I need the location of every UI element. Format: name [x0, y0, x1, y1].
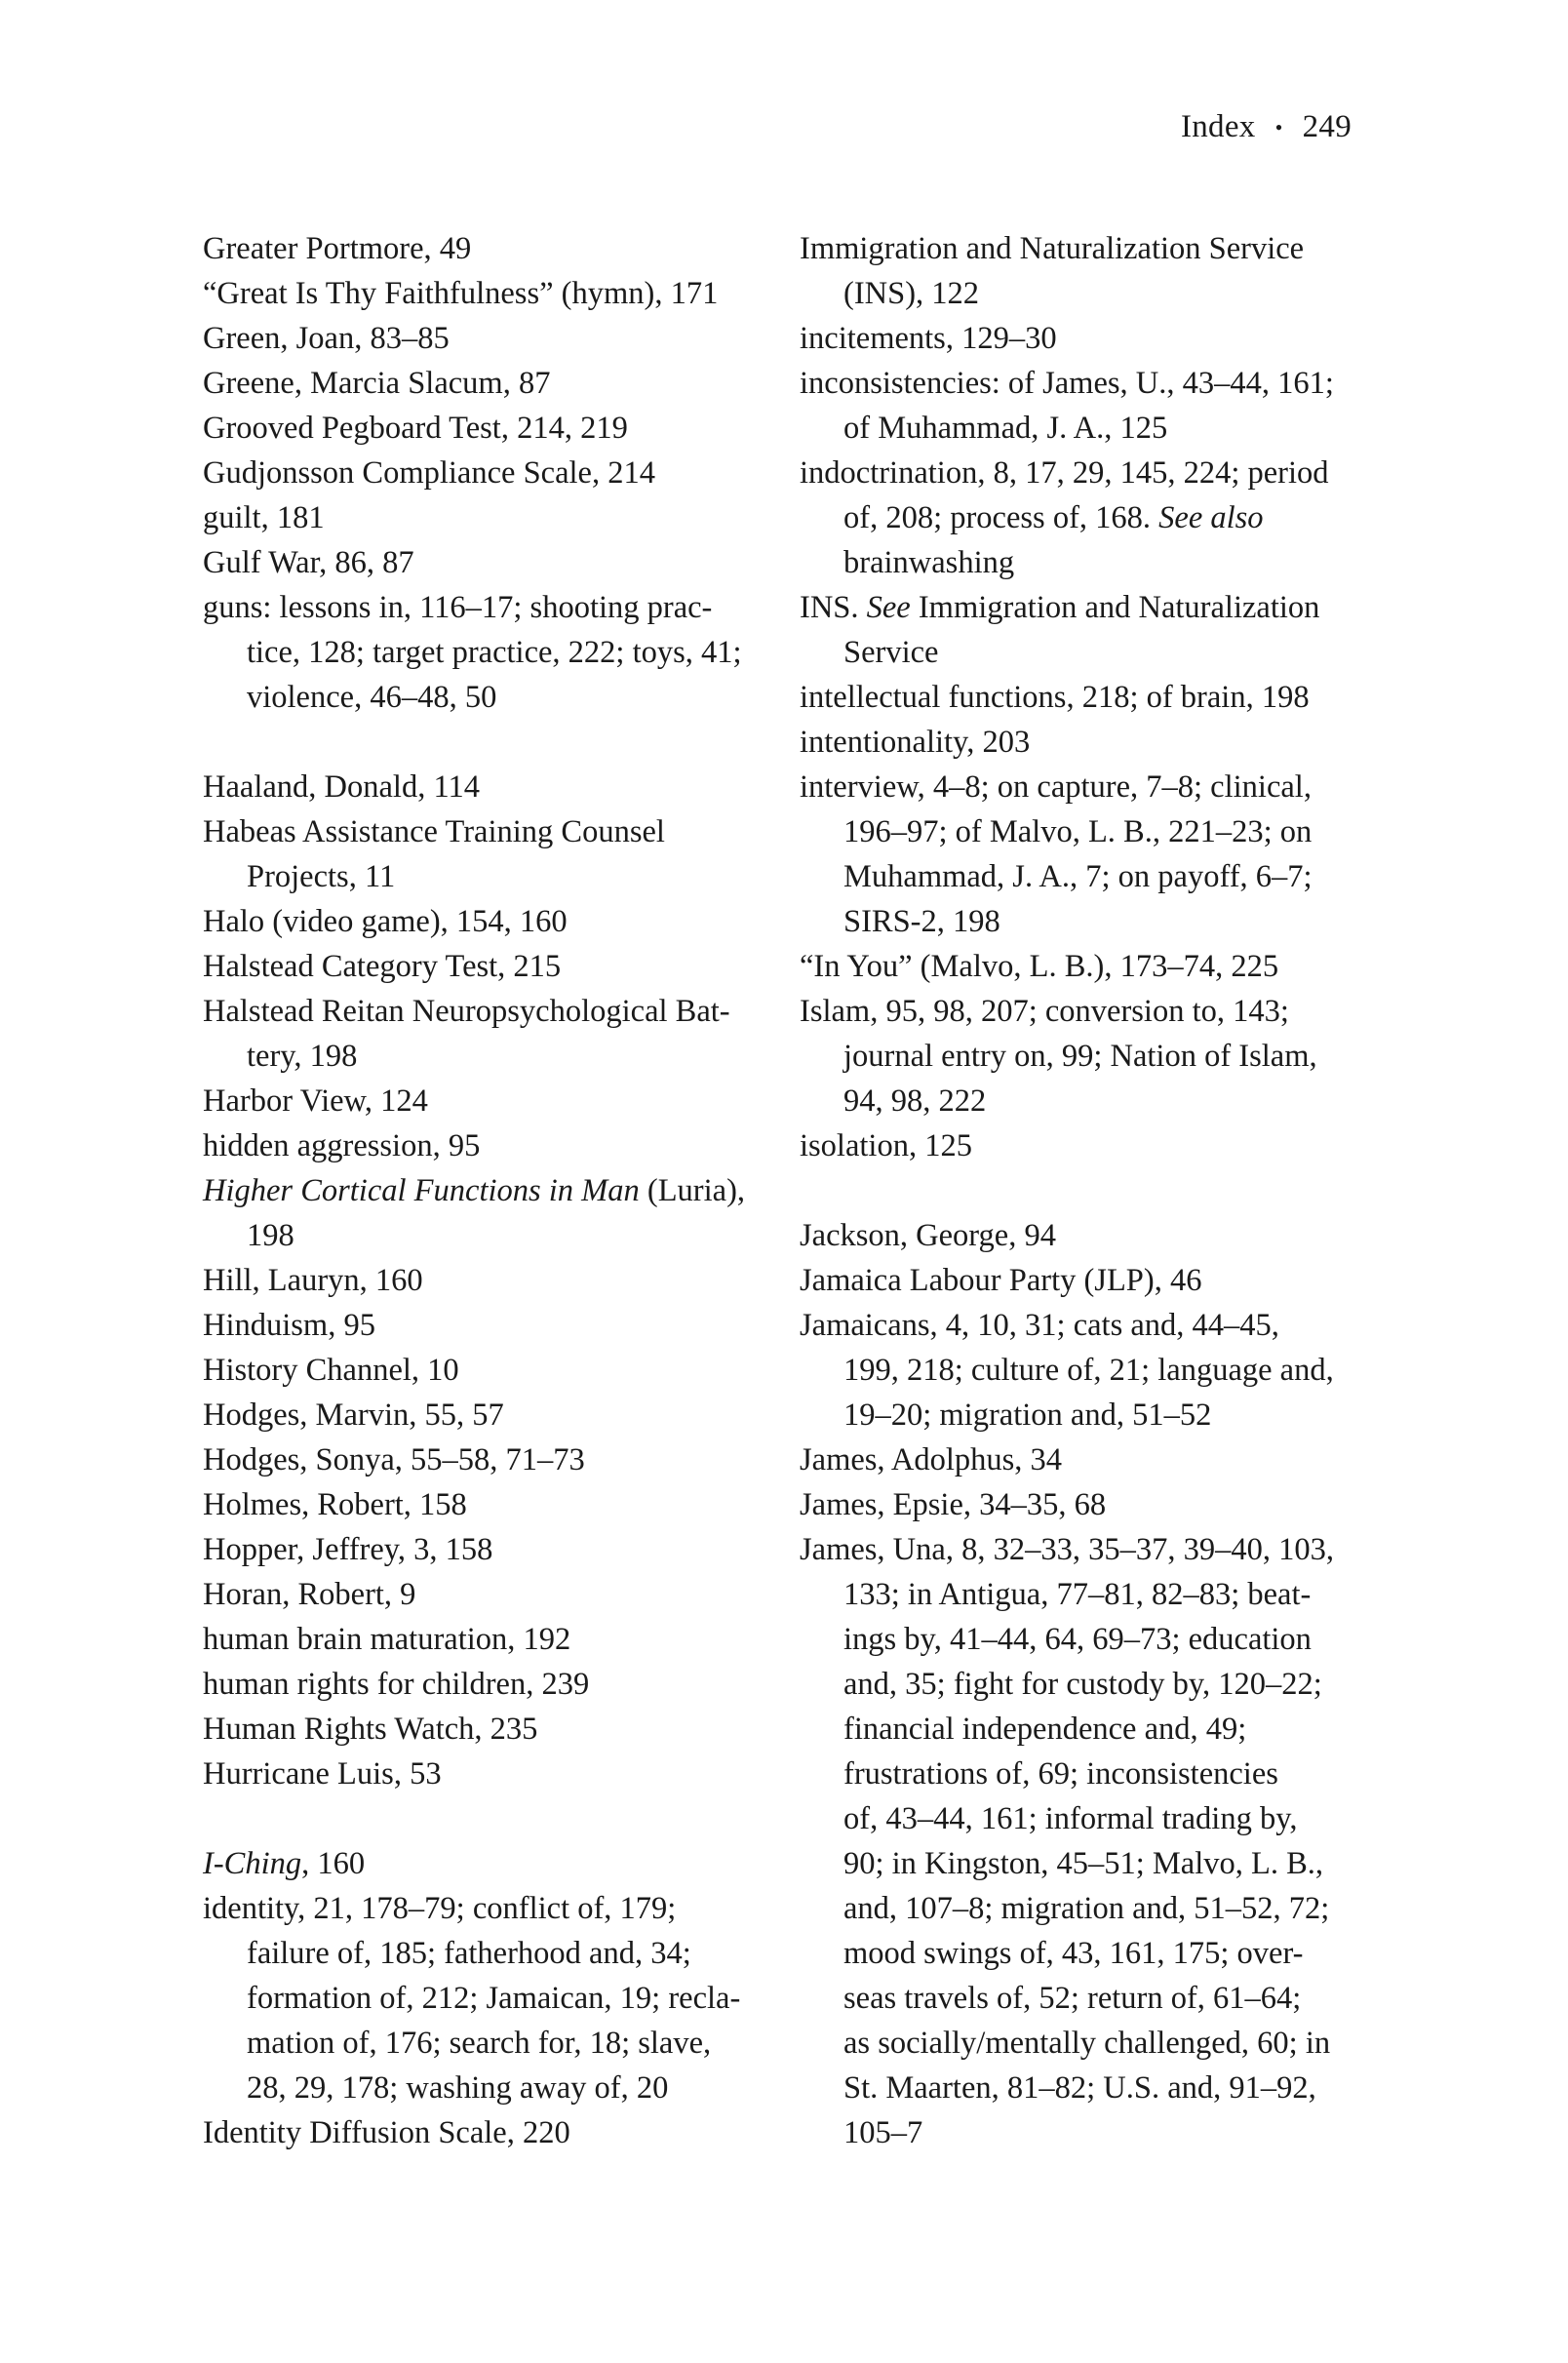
index-entry: Holmes, Robert, 158 [203, 1487, 467, 1522]
index-entry: intentionality, 203 [800, 725, 1031, 760]
running-head-title: Index [1180, 109, 1256, 144]
index-column-left [203, 226, 788, 2155]
index-entry: human rights for children, 239 [203, 1667, 590, 1702]
index-entry: James, Una, 8, 32–33, 35–37, 39–40, 103, 133; in Antigua, 77–81, 82–83; beat- ings by, 41–44, 64, 69–73; education and, 35; fight for custody by, 120–22; financial independence and, 49; frustrations of, 69; inconsistencies of, 43–44, 161; informal trading by, 90; in Kingston, 45–51; Malvo, L. B., and, 107–8; migration and, 51–52, 72; mood swings of, 43, 161, 175; over- seas travels of, 52; return of, 61–64; as socially/mentally challenged, 60; in St. Maarten, 81–82; U.S. and, 91–92, 105–7 [800, 1532, 1334, 2150]
letter-group-gap [800, 1168, 1365, 1213]
index-entry: “Great Is Thy Faithfulness” (hymn), 171 [203, 276, 719, 311]
index-entry: inconsistencies: of James, U., 43–44, 161; of Muhammad, J. A., 125 [800, 366, 1334, 446]
index-entry: Islam, 95, 98, 207; conversion to, 143; journal entry on, 99; Nation of Islam, 94, 98, 222 [800, 994, 1317, 1119]
index-column-right [800, 226, 1365, 2155]
index-entry: Hurricane Luis, 53 [203, 1756, 442, 1792]
index-entry: Habeas Assistance Training Counsel Projects, 11 [203, 814, 665, 894]
index-entry: Greene, Marcia Slacum, 87 [203, 366, 551, 401]
index-entry: Hodges, Sonya, 55–58, 71–73 [203, 1442, 585, 1477]
index-entry: Grooved Pegboard Test, 214, 219 [203, 411, 628, 446]
index-entry: INS. See Immigration and Naturalization Service [800, 590, 1320, 670]
italic-title: Higher Cortical Functions in Man [203, 1173, 640, 1208]
italic-title: See also [1158, 500, 1264, 535]
bullet-separator: • [1274, 114, 1283, 139]
index-entry: intellectual functions, 218; of brain, 198 [800, 680, 1310, 715]
index-entry: Green, Joan, 83–85 [203, 321, 450, 356]
index-entry: Hopper, Jeffrey, 3, 158 [203, 1532, 493, 1567]
index-entry: Halo (video game), 154, 160 [203, 904, 568, 939]
index-entry: Horan, Robert, 9 [203, 1577, 416, 1612]
index-entry: History Channel, 10 [203, 1353, 459, 1388]
index-entry: Gulf War, 86, 87 [203, 545, 414, 580]
index-entry: James, Epsie, 34–35, 68 [800, 1487, 1107, 1522]
index-entry: Hill, Lauryn, 160 [203, 1263, 423, 1298]
index-entry: incitements, 129–30 [800, 321, 1057, 356]
index-entry: Gudjonsson Compliance Scale, 214 [203, 455, 655, 491]
italic-title: I-Ching [203, 1846, 302, 1881]
index-entry: Haaland, Donald, 114 [203, 769, 480, 805]
letter-group-gap [203, 720, 788, 765]
index-entry: Harbor View, 124 [203, 1083, 428, 1119]
index-entry: I-Ching, 160 [203, 1846, 366, 1881]
index-entry: Immigration and Naturalization Service (INS), 122 [800, 231, 1305, 311]
index-entry: isolation, 125 [800, 1128, 972, 1163]
index-entry: Human Rights Watch, 235 [203, 1712, 538, 1747]
index-entry: identity, 21, 178–79; conflict of, 179; failure of, 185; fatherhood and, 34; formation of, 212; Jamaican, 19; recla- mation of, 176; search for, 18; slave, 28, 29, 178; washing away of, 20 [203, 1891, 741, 2106]
index-entry: interview, 4–8; on capture, 7–8; clinical, 196–97; of Malvo, L. B., 221–23; on Muhammad, J. A., 7; on payoff, 6–7; SIRS-2, 198 [800, 769, 1313, 939]
index-entry: Hinduism, 95 [203, 1308, 375, 1343]
index-entry: guns: lessons in, 116–17; shooting prac- tice, 128; target practice, 222; toys, 41; violence, 46–48, 50 [203, 590, 742, 715]
index-entry: Jamaicans, 4, 10, 31; cats and, 44–45, 199, 218; culture of, 21; language and, 19–20; migration and, 51–52 [800, 1308, 1334, 1433]
index-entry: Jackson, George, 94 [800, 1218, 1056, 1253]
index-entry: James, Adolphus, 34 [800, 1442, 1063, 1477]
index-entry: Higher Cortical Functions in Man (Luria), 198 [203, 1173, 746, 1253]
index-entry: guilt, 181 [203, 500, 325, 535]
index-entry: indoctrination, 8, 17, 29, 145, 224; period of, 208; process of, 168. See also brainwashing [800, 455, 1329, 580]
index-entry: Jamaica Labour Party (JLP), 46 [800, 1263, 1202, 1298]
index-entry: hidden aggression, 95 [203, 1128, 481, 1163]
index-entry: Identity Diffusion Scale, 220 [203, 2115, 570, 2150]
index-entry: human brain maturation, 192 [203, 1622, 571, 1657]
index-entry: “In You” (Malvo, L. B.), 173–74, 225 [800, 949, 1279, 984]
index-entry: Halstead Category Test, 215 [203, 949, 562, 984]
index-entry: Greater Portmore, 49 [203, 231, 472, 266]
index-entry: Hodges, Marvin, 55, 57 [203, 1398, 504, 1433]
letter-group-gap [203, 1796, 788, 1841]
page-number: 249 [1302, 109, 1352, 144]
italic-title: See [866, 590, 911, 625]
index-entry: Halstead Reitan Neuropsychological Bat- tery, 198 [203, 994, 730, 1074]
running-head [1181, 109, 1352, 145]
